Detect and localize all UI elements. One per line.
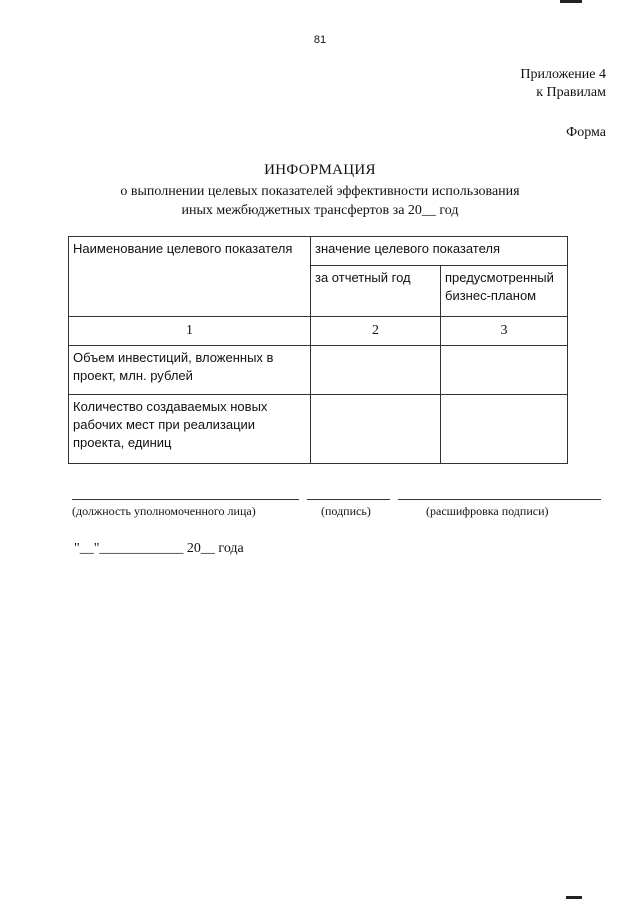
- corner-mark-top: [560, 0, 582, 3]
- column-number: 2: [311, 317, 441, 346]
- column-number-row: [69, 317, 568, 346]
- row-indicator-name: Объем инвестиций, вложенных в проект, млн. рублей: [69, 346, 311, 395]
- header-planned: [441, 266, 568, 317]
- header-indicator-name: Наименование целевого показателя: [69, 237, 311, 317]
- subtitle-line-2: иных межбюджетных трансфертов за 20__ год: [181, 203, 459, 218]
- page-number: 81: [313, 34, 327, 46]
- row-indicator-name: Количество создаваемых новых рабочих мест при реализации проекта, единиц: [69, 395, 311, 464]
- position-signature-line: [72, 499, 299, 500]
- table-header-row: [69, 237, 568, 266]
- row-reported-value: [311, 346, 441, 395]
- decoding-signature-line: [398, 499, 601, 500]
- document-subtitle: [0, 182, 640, 220]
- decoding-label: (расшифровка подписи): [426, 504, 549, 518]
- row-planned-value: [441, 346, 568, 395]
- date-line: "__"____________ 20__ года: [74, 541, 244, 556]
- header-indicator-value: значение целевого показателя: [311, 237, 568, 266]
- subtitle-line-1: о выполнении целевых показателей эффективности использования: [120, 184, 520, 199]
- signature-label: (подпись): [321, 504, 371, 518]
- header-planned-line-2: бизнес-планом: [445, 288, 537, 303]
- column-number: 3: [441, 317, 568, 346]
- header-reported-year: за отчетный год: [311, 266, 441, 317]
- signature-line: [307, 499, 390, 500]
- position-label: (должность уполномоченного лица): [72, 504, 256, 518]
- corner-mark-bottom: [566, 896, 582, 899]
- form-label: Форма: [566, 125, 606, 140]
- table-row: [69, 346, 568, 395]
- document-title: ИНФОРМАЦИЯ: [264, 162, 376, 178]
- column-number: 1: [69, 317, 311, 346]
- header-planned-line-1: предусмотренный: [445, 270, 554, 285]
- row-reported-value: [311, 395, 441, 464]
- indicators-table: [68, 236, 568, 464]
- appendix-label: Приложение 4: [520, 67, 606, 82]
- rules-label: к Правилам: [536, 85, 606, 100]
- table-row: [69, 395, 568, 464]
- row-planned-value: [441, 395, 568, 464]
